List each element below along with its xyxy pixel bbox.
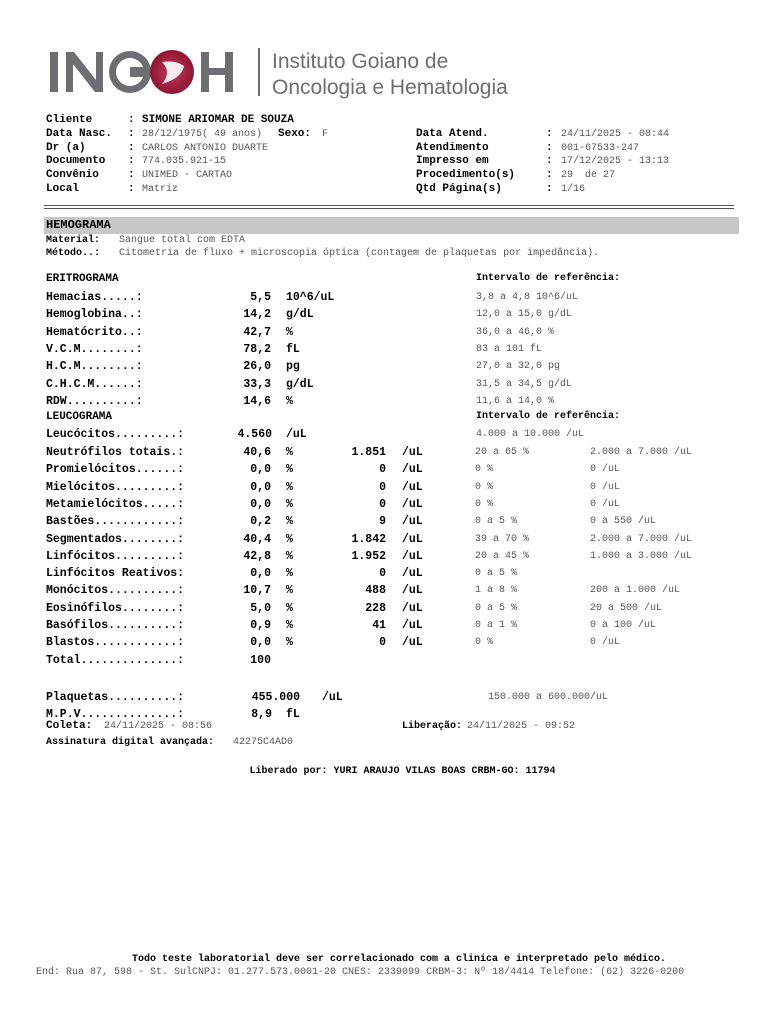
dr-label: Dr (a) bbox=[46, 142, 86, 154]
param-value: 26,0 bbox=[243, 360, 271, 374]
mpv-label: M.P.V..............: bbox=[46, 708, 185, 721]
param-ref-absolute: 0 a 550 /uL bbox=[590, 516, 657, 528]
institute-logo bbox=[44, 38, 508, 110]
param-unit: pg bbox=[286, 360, 300, 374]
param-absolute-unit: /uL bbox=[402, 532, 423, 546]
plaquetas-row bbox=[46, 689, 736, 706]
param-label: Blastos............: bbox=[46, 636, 185, 650]
param-label: RDW..........: bbox=[46, 394, 143, 408]
param-absolute-unit: /uL bbox=[402, 497, 423, 511]
footer-note: Todo teste laboratorial deve ser correlacionado com a clinica e interpretado pelo médico. bbox=[131, 954, 667, 965]
param-absolute-unit: /uL bbox=[402, 446, 423, 459]
divider bbox=[44, 208, 734, 209]
leucograma-row bbox=[46, 444, 736, 461]
atend-data-value: 24/11/2025 - 08:44 bbox=[561, 129, 670, 140]
param-percent: 40,6 bbox=[243, 446, 271, 459]
total-row bbox=[46, 652, 736, 669]
logo-line-1: Instituto Goiano de bbox=[272, 50, 449, 73]
leucocitos-ref: 4.000 a 10.000 /uL bbox=[476, 429, 585, 440]
assinatura-value: 42275C4AD0 bbox=[233, 737, 294, 748]
qtd-pagina-colon: : bbox=[546, 183, 553, 195]
param-ref-absolute: 0 /uL bbox=[590, 637, 621, 649]
param-ref: 31,5 a 34,5 g/dL bbox=[476, 378, 573, 390]
param-ref-percent: 20 a 45 % bbox=[475, 550, 530, 562]
material-value: Sangue total com EDTA bbox=[119, 235, 246, 246]
param-absolute: 9 bbox=[379, 515, 386, 529]
param-label: C.H.C.M......: bbox=[46, 377, 143, 391]
liberacao-label: Liberação: bbox=[402, 721, 463, 732]
impresso-colon: : bbox=[546, 155, 553, 167]
param-value: 5,5 bbox=[250, 291, 271, 304]
param-label: Hematócrito..: bbox=[46, 325, 143, 339]
param-percent-unit: % bbox=[286, 497, 293, 511]
param-value: 14,6 bbox=[243, 394, 271, 408]
plaquetas-ref: 150.000 a 600.000/uL bbox=[488, 692, 609, 703]
leucograma-row bbox=[46, 548, 736, 565]
param-ref-percent: 39 a 70 % bbox=[475, 533, 530, 545]
param-label: Linfócitos.........: bbox=[46, 549, 185, 563]
param-percent: 0,0 bbox=[250, 480, 271, 494]
param-absolute: 0 bbox=[379, 463, 386, 477]
leucograma-row bbox=[46, 461, 736, 478]
material-label: Material: bbox=[46, 235, 101, 246]
param-value: 42,7 bbox=[243, 325, 271, 339]
nasc-colon: : bbox=[128, 128, 135, 140]
eritrograma-row bbox=[46, 289, 736, 306]
local-value: Matriz bbox=[142, 184, 179, 195]
eritrograma-row bbox=[46, 324, 736, 341]
param-absolute: 488 bbox=[365, 584, 386, 598]
param-percent-unit: % bbox=[286, 515, 293, 529]
param-value: 78,2 bbox=[243, 342, 271, 356]
param-label: Hemacias.....: bbox=[46, 291, 143, 304]
eritrograma-row bbox=[46, 393, 736, 410]
param-unit: g/dL bbox=[286, 377, 314, 391]
convenio-value: UNIMED - CARTAO bbox=[142, 170, 233, 181]
param-ref-percent: 0 % bbox=[475, 498, 494, 510]
total-value: 100 bbox=[250, 654, 271, 667]
param-label: Neutrófilos totais.: bbox=[46, 446, 185, 459]
procedimento-label: Procedimento(s) bbox=[416, 169, 516, 181]
leucograma-row bbox=[46, 565, 736, 582]
param-unit: 10^6/uL bbox=[286, 291, 335, 304]
param-percent-unit: % bbox=[286, 601, 293, 615]
leucograma-row bbox=[46, 634, 736, 651]
param-percent: 10,7 bbox=[243, 584, 271, 598]
atendimento-value: 001-67533-247 bbox=[561, 143, 640, 154]
qtd-pagina-label: Qtd Página(s) bbox=[416, 183, 502, 195]
param-absolute-unit: /uL bbox=[402, 480, 423, 494]
param-absolute-unit: /uL bbox=[402, 463, 423, 477]
total-label: Total..............: bbox=[46, 654, 185, 667]
param-label: Hemoglobina..: bbox=[46, 308, 143, 322]
param-percent: 0,9 bbox=[250, 619, 271, 632]
param-label: H.C.M........: bbox=[46, 360, 143, 374]
param-ref: 36,0 a 46,0 % bbox=[476, 326, 555, 338]
divider bbox=[44, 205, 734, 206]
footer-address: End: Rua 87, 598 - St. SulCNPJ: 01.277.573.0001-20 CNES: 2339099 CRBM-3: Nº 18/4414 Telefone: (62) 3226-0200 bbox=[36, 967, 685, 978]
param-absolute: 1.851 bbox=[351, 446, 386, 459]
cliente-colon: : bbox=[128, 114, 135, 126]
param-ref: 12,0 a 15,0 g/dL bbox=[476, 309, 573, 321]
param-ref-absolute: 0 a 100 /uL bbox=[590, 620, 657, 631]
liberacao-value: 24/11/2025 - 09:52 bbox=[467, 721, 576, 732]
param-percent: 0,0 bbox=[250, 636, 271, 650]
param-absolute: 1.952 bbox=[351, 549, 386, 563]
param-ref-percent: 0 a 5 % bbox=[475, 568, 518, 580]
param-percent: 42,8 bbox=[243, 549, 271, 563]
documento-colon: : bbox=[128, 155, 135, 167]
param-absolute-unit: /uL bbox=[402, 515, 423, 529]
metodo-value: Citometria de fluxo + microscopia óptica (contagem de plaquetas por impedância). bbox=[119, 248, 600, 259]
eritrograma-title: ERITROGRAMA bbox=[46, 273, 119, 285]
plaquetas-value: 455.000 bbox=[251, 691, 300, 704]
param-label: Segmentados........: bbox=[46, 532, 185, 546]
param-absolute: 0 bbox=[379, 480, 386, 494]
leucograma-row bbox=[46, 513, 736, 530]
param-ref-absolute: 1.000 a 3.000 /uL bbox=[590, 550, 693, 562]
cliente-label: Cliente bbox=[46, 114, 93, 126]
leucocitos-row bbox=[46, 426, 736, 443]
leucocitos-value: 4.560 bbox=[237, 428, 272, 441]
procedimento-colon: : bbox=[546, 169, 553, 181]
local-colon: : bbox=[128, 183, 135, 195]
leucocitos-unit: /uL bbox=[286, 428, 307, 441]
exam-title: HEMOGRAMA bbox=[46, 218, 111, 232]
convenio-colon: : bbox=[128, 169, 135, 181]
param-ref-percent: 0 % bbox=[475, 637, 494, 649]
param-percent-unit: % bbox=[286, 480, 293, 494]
param-percent-unit: % bbox=[286, 636, 293, 650]
eritrograma-row bbox=[46, 376, 736, 393]
qtd-pagina-value: 1/16 bbox=[561, 184, 586, 195]
param-label: Promielócitos......: bbox=[46, 463, 185, 477]
plaquetas-label: Plaquetas..........: bbox=[46, 691, 185, 704]
documento-value: 774.035.921-15 bbox=[142, 156, 227, 167]
atendimento-colon: : bbox=[546, 142, 553, 154]
param-label: Linfócitos Reativos: bbox=[46, 567, 185, 581]
atend-data-label: Data Atend. bbox=[416, 128, 489, 140]
param-ref-percent: 0 a 5 % bbox=[475, 602, 518, 614]
param-ref-percent: 0 % bbox=[475, 481, 494, 493]
leucograma-row bbox=[46, 479, 736, 496]
param-percent-unit: % bbox=[286, 532, 293, 546]
param-percent-unit: % bbox=[286, 584, 293, 598]
param-label: Eosinófilos........: bbox=[46, 601, 185, 615]
liberado-por: Liberado por: YURI ARAUJO VILAS BOAS CRBM-GO: 11794 bbox=[249, 766, 556, 777]
param-ref-absolute: 2.000 a 7.000 /uL bbox=[590, 447, 693, 458]
metodo-label: Método..: bbox=[46, 248, 101, 259]
mpv-unit: fL bbox=[286, 708, 300, 721]
mpv-value: 8,9 bbox=[251, 708, 272, 721]
nasc-value: 28/12/1975( 49 anos) bbox=[142, 129, 263, 140]
param-absolute: 41 bbox=[372, 619, 386, 632]
param-absolute-unit: /uL bbox=[402, 549, 423, 563]
param-label: Basófilos..........: bbox=[46, 619, 185, 632]
eritrograma-row bbox=[46, 358, 736, 375]
param-ref-percent: 0 % bbox=[475, 464, 494, 476]
param-value: 33,3 bbox=[243, 377, 271, 391]
param-ref-absolute: 0 /uL bbox=[590, 481, 621, 493]
param-label: V.C.M........: bbox=[46, 342, 143, 356]
coleta-value: 24/11/2025 - 08:56 bbox=[104, 721, 213, 732]
leucograma-row bbox=[46, 531, 736, 548]
param-ref: 83 a 101 fL bbox=[476, 343, 543, 355]
param-absolute-unit: /uL bbox=[402, 584, 423, 598]
coleta-label: Coleta: bbox=[46, 720, 93, 732]
param-ref-percent: 1 a 8 % bbox=[475, 585, 518, 597]
eritrograma-row bbox=[46, 341, 736, 358]
param-percent-unit: % bbox=[286, 619, 293, 632]
param-percent-unit: % bbox=[286, 567, 293, 581]
procedimento-value: 29 de 27 bbox=[561, 170, 616, 181]
param-label: Mielócitos.........: bbox=[46, 480, 185, 494]
leucograma-title: LEUCOGRAMA bbox=[46, 411, 113, 423]
local-label: Local bbox=[46, 183, 80, 195]
plaquetas-unit: /uL bbox=[322, 691, 343, 704]
param-value: 14,2 bbox=[243, 308, 271, 322]
param-absolute: 1.842 bbox=[351, 532, 386, 546]
param-absolute-unit: /uL bbox=[402, 619, 423, 632]
param-absolute: 0 bbox=[379, 497, 386, 511]
param-percent: 5,0 bbox=[250, 601, 271, 615]
param-absolute-unit: /uL bbox=[402, 636, 423, 650]
leucograma-row bbox=[46, 600, 736, 617]
param-ref-percent: 20 a 65 % bbox=[475, 447, 530, 458]
param-ref-percent: 0 a 5 % bbox=[475, 516, 518, 528]
param-ref-absolute: 20 a 500 /uL bbox=[590, 602, 663, 614]
param-absolute: 0 bbox=[379, 636, 386, 650]
param-percent: 40,4 bbox=[243, 532, 271, 546]
param-absolute: 0 bbox=[379, 567, 386, 581]
param-label: Metamielócitos.....: bbox=[46, 497, 185, 511]
param-ref-percent: 0 a 1 % bbox=[475, 620, 518, 631]
param-label: Monócitos..........: bbox=[46, 584, 185, 598]
param-percent-unit: % bbox=[286, 446, 293, 459]
param-unit: g/dL bbox=[286, 308, 314, 322]
param-ref: 3,8 a 4,8 10^6/uL bbox=[476, 292, 579, 303]
sexo-value: F bbox=[322, 129, 329, 140]
convenio-label: Convênio bbox=[46, 169, 99, 181]
documento-label: Documento bbox=[46, 155, 106, 167]
dr-colon: : bbox=[128, 142, 135, 154]
param-percent: 0,0 bbox=[250, 567, 271, 581]
sexo-label: Sexo: bbox=[278, 128, 312, 140]
param-percent: 0,0 bbox=[250, 463, 271, 477]
cliente-value: SIMONE ARIOMAR DE SOUZA bbox=[142, 114, 294, 126]
param-ref-absolute: 0 /uL bbox=[590, 464, 621, 476]
atend-data-colon: : bbox=[546, 128, 553, 140]
param-absolute: 228 bbox=[365, 601, 386, 615]
param-absolute-unit: /uL bbox=[402, 567, 423, 581]
atendimento-label: Atendimento bbox=[416, 142, 489, 154]
leucograma-row bbox=[46, 496, 736, 513]
param-ref: 11,6 a 14,0 % bbox=[476, 395, 555, 407]
param-absolute-unit: /uL bbox=[402, 601, 423, 615]
leucocitos-label: Leucócitos.........: bbox=[46, 428, 185, 441]
param-ref: 27,0 a 32,0 pg bbox=[476, 361, 561, 373]
param-unit: fL bbox=[286, 342, 300, 356]
param-percent-unit: % bbox=[286, 463, 293, 477]
param-ref-absolute: 200 a 1.000 /uL bbox=[590, 585, 681, 597]
param-unit: % bbox=[286, 325, 293, 339]
logo-line-2: Oncologia e Hematologia bbox=[272, 76, 508, 99]
param-ref-absolute: 0 /uL bbox=[590, 498, 621, 510]
param-unit: % bbox=[286, 394, 293, 408]
eritrograma-row bbox=[46, 306, 736, 323]
param-percent: 0,0 bbox=[250, 497, 271, 511]
nasc-label: Data Nasc. bbox=[46, 128, 113, 140]
leucograma-row bbox=[46, 617, 736, 634]
param-percent-unit: % bbox=[286, 549, 293, 563]
impresso-value: 17/12/2025 - 13:13 bbox=[561, 156, 670, 167]
param-ref-absolute: 2.000 a 7.000 /uL bbox=[590, 533, 693, 545]
param-percent: 0,2 bbox=[250, 515, 271, 529]
leucograma-ref-title: Intervalo de referência: bbox=[476, 411, 621, 422]
leucograma-row bbox=[46, 582, 736, 599]
param-label: Bastões............: bbox=[46, 515, 185, 529]
dr-value: CARLOS ANTONIO DUARTE bbox=[142, 143, 269, 154]
eritrograma-ref-title: Intervalo de referência: bbox=[476, 273, 621, 284]
assinatura-label: Assinatura digital avançada: bbox=[46, 737, 215, 748]
impresso-label: Impresso em bbox=[416, 155, 489, 167]
exam-title-band bbox=[44, 217, 739, 234]
